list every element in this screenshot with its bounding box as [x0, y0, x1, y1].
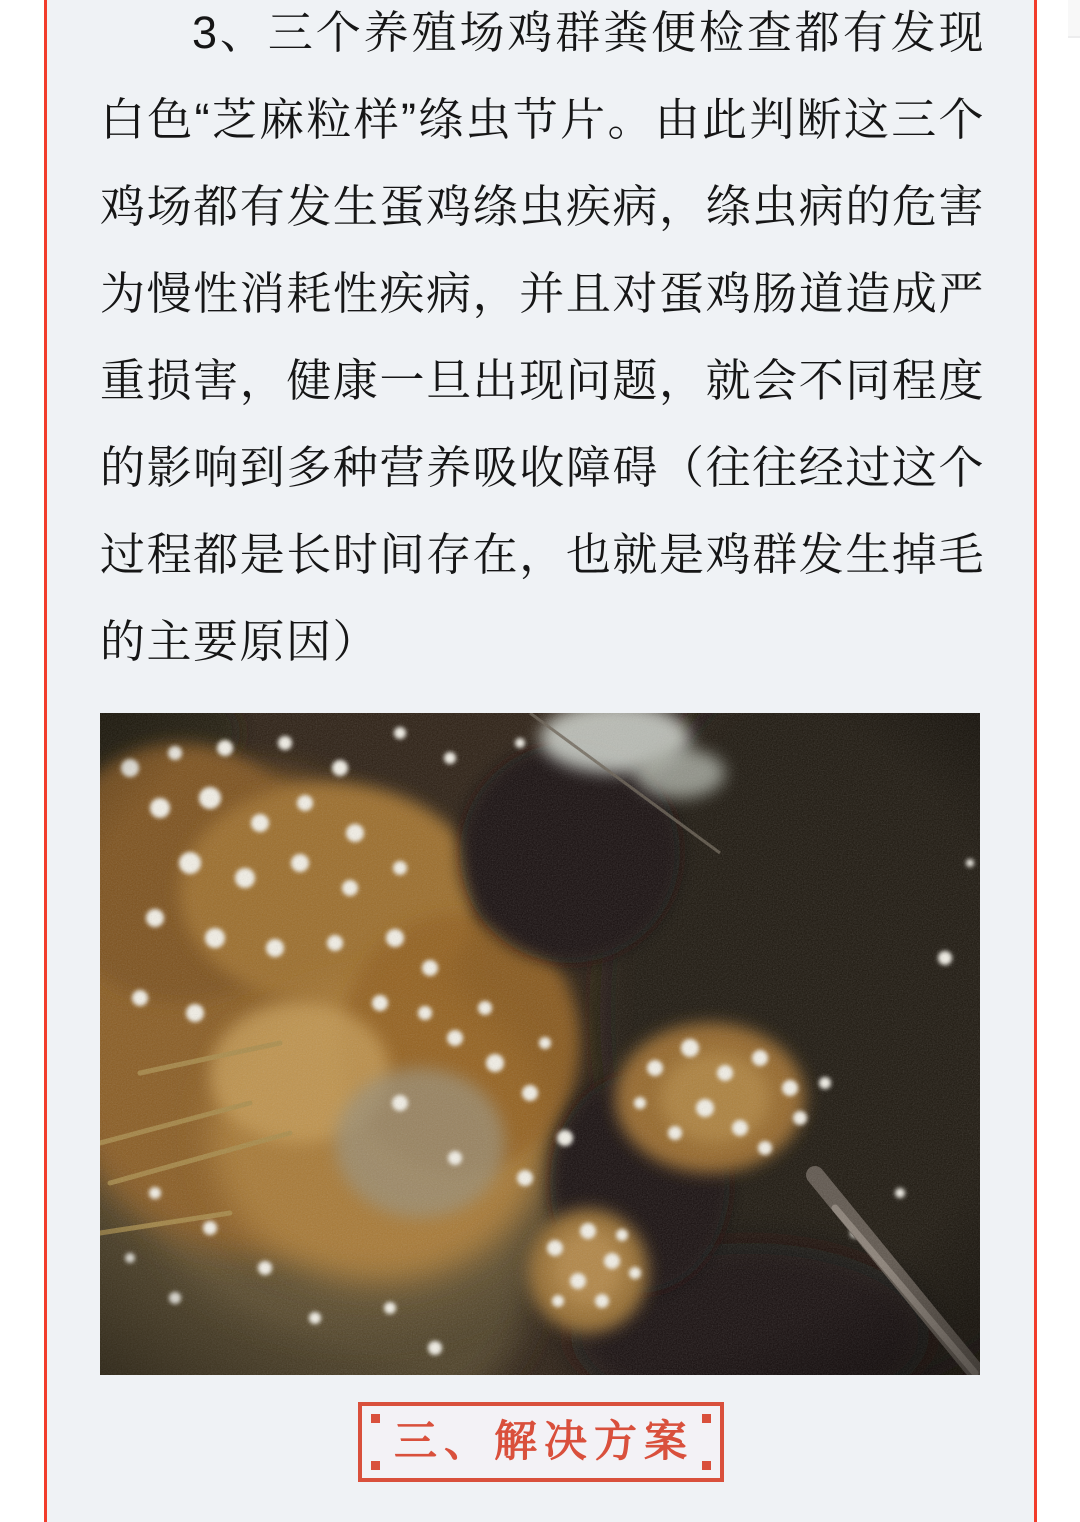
section-title: 三、解决方案 — [394, 1417, 694, 1466]
right-page-margin — [1037, 0, 1080, 1522]
corner-dot — [702, 1414, 711, 1423]
article-paragraph: 3、三个养殖场鸡群粪便检查都有发现白色“芝麻粒样”绦虫节片。由此判断这三个鸡场都有发生蛋鸡绦虫疾病，绦虫病的危害为慢性消耗性疾病，并且对蛋鸡肠道造成严重损害，健康一旦出现问题，就会不同程度的影响到多种营养吸收障碍（往往经过这个过程都是长时间存在，也就是鸡群发生掉毛的主要原因） — [100, 7, 985, 667]
left-page-margin — [0, 0, 44, 1522]
corner-dot — [371, 1461, 380, 1470]
corner-dot — [371, 1414, 380, 1423]
section-title-box — [358, 1402, 724, 1482]
scrollbar-thumb[interactable] — [1068, 0, 1080, 38]
manure-tapeworm-segments-photo[interactable] — [100, 713, 980, 1375]
photo-canvas — [100, 713, 980, 1375]
article-content-column — [47, 0, 1034, 1522]
corner-dot — [702, 1461, 711, 1470]
